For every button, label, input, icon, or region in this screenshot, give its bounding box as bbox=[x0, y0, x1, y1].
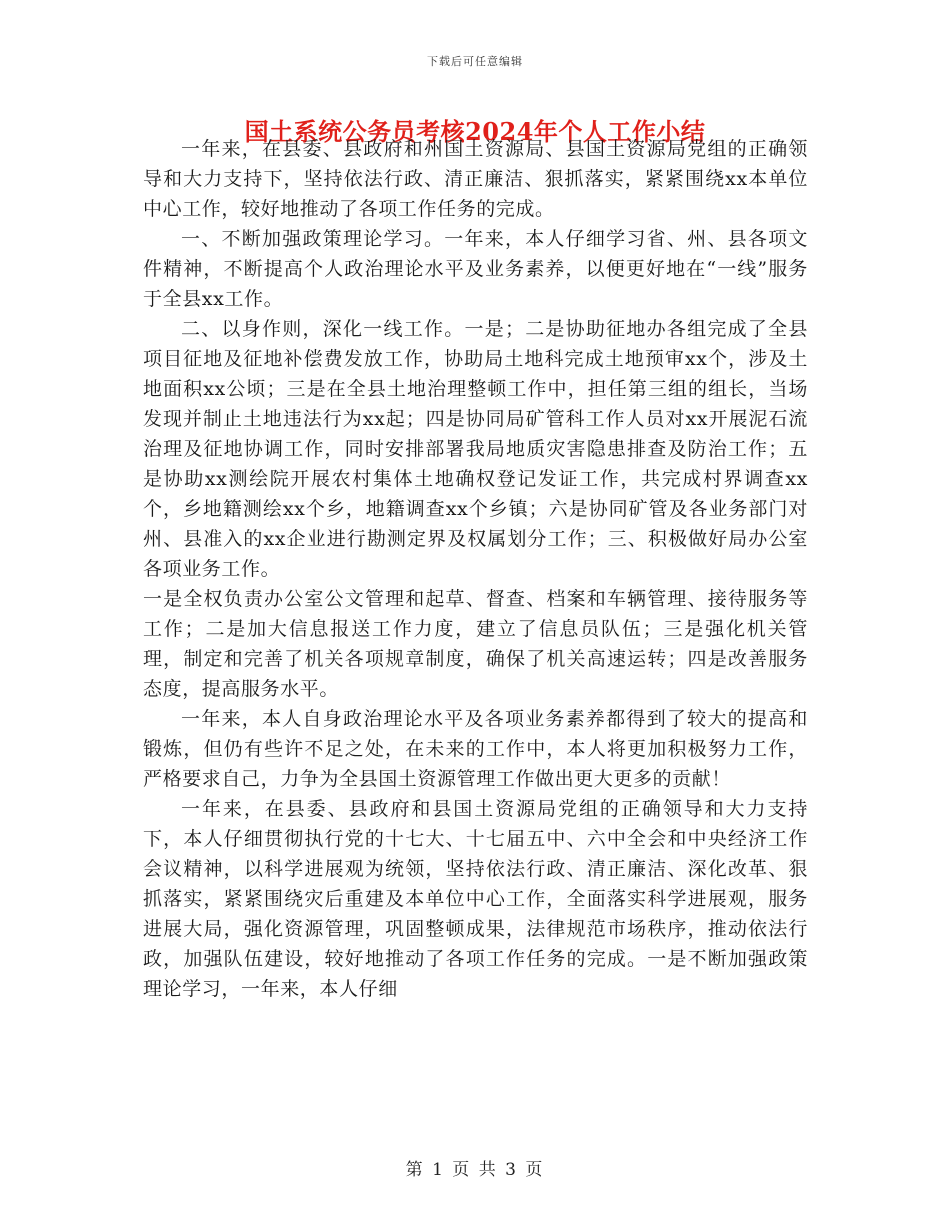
page-header-note: 下载后可任意编辑 bbox=[427, 55, 523, 68]
paragraph-second-summary: 一年来，在县委、县政府和县国土资源局党组的正确领导和大力支持下，本人仔细贯彻执行党的十七大、十七届五中、六中全会和中央经济工作会议精神，以科学进展观为统领，坚持依法行政、清正廉洁、深化改革、狠抓落实，紧紧围绕灾后重建及本单位中心工作，全面落实科学进展观，服务进展大局，强化资源管理，巩固整顿成果，法律规范市场秩序，推动依法行政，加强队伍建设，较好地推动了各项工作任务的完成。一是不断加强政策理论学习，一年来，本人仔细 bbox=[143, 798, 808, 1000]
document-body bbox=[143, 134, 808, 1004]
page-number-footer: 第 1 页 共 3 页 bbox=[405, 1160, 545, 1180]
paragraph-conclusion: 一年来，本人自身政治理论水平及各项业务素养都得到了较大的提高和锻炼，但仍有些许不足之处，在未来的工作中，本人将更加积极努力工作，严格要求自己，力争为全县国土资源管理工作做出更大更多的贡献！ bbox=[143, 708, 808, 790]
paragraph-office-work: 一是全权负责办公室公文管理和起草、督查、档案和车辆管理、接待服务等工作；二是加大信息报送工作力度，建立了信息员队伍；三是强化机关管理，制定和完善了机关各项规章制度，确保了机关高速运转；四是改善服务态度，提高服务水平。 bbox=[143, 588, 808, 700]
paragraph-intro: 一年来，在县委、县政府和州国土资源局、县国土资源局党组的正确领导和大力支持下，坚持依法行政、清正廉洁、狠抓落实，紧紧围绕xx本单位中心工作，较好地推动了各项工作任务的完成。 bbox=[143, 138, 808, 220]
paragraph-section-2: 二、以身作则，深化一线工作。一是；二是协助征地办各组完成了全县项目征地及征地补偿费发放工作，协助局土地科完成土地预审xx个，涉及土地面积xx公顷；三是在全县土地治理整顿工作中，担任第三组的组长，当场发现并制止土地违法行为xx起；四是协同局矿管科工作人员对xx开展泥石流治理及征地协调工作，同时安排部署我局地质灾害隐患排查及防治工作；五是协助xx测绘院开展农村集体土地确权登记发证工作，共完成村界调查xx个，乡地籍测绘xx个乡，地籍调查xx个乡镇；六是协同矿管及各业务部门对州、县准入的xx企业进行勘测定界及权属划分工作；三、积极做好局办公室各项业务工作。 bbox=[143, 318, 808, 580]
document-title: 国土系统公务员考核2024年个人工作小结 bbox=[244, 117, 706, 146]
paragraph-section-1: 一、不断加强政策理论学习。一年来，本人仔细学习省、州、县各项文件精神，不断提高个人政治理论水平及业务素养，以便更好地在“一线”服务于全县xx工作。 bbox=[143, 228, 808, 310]
